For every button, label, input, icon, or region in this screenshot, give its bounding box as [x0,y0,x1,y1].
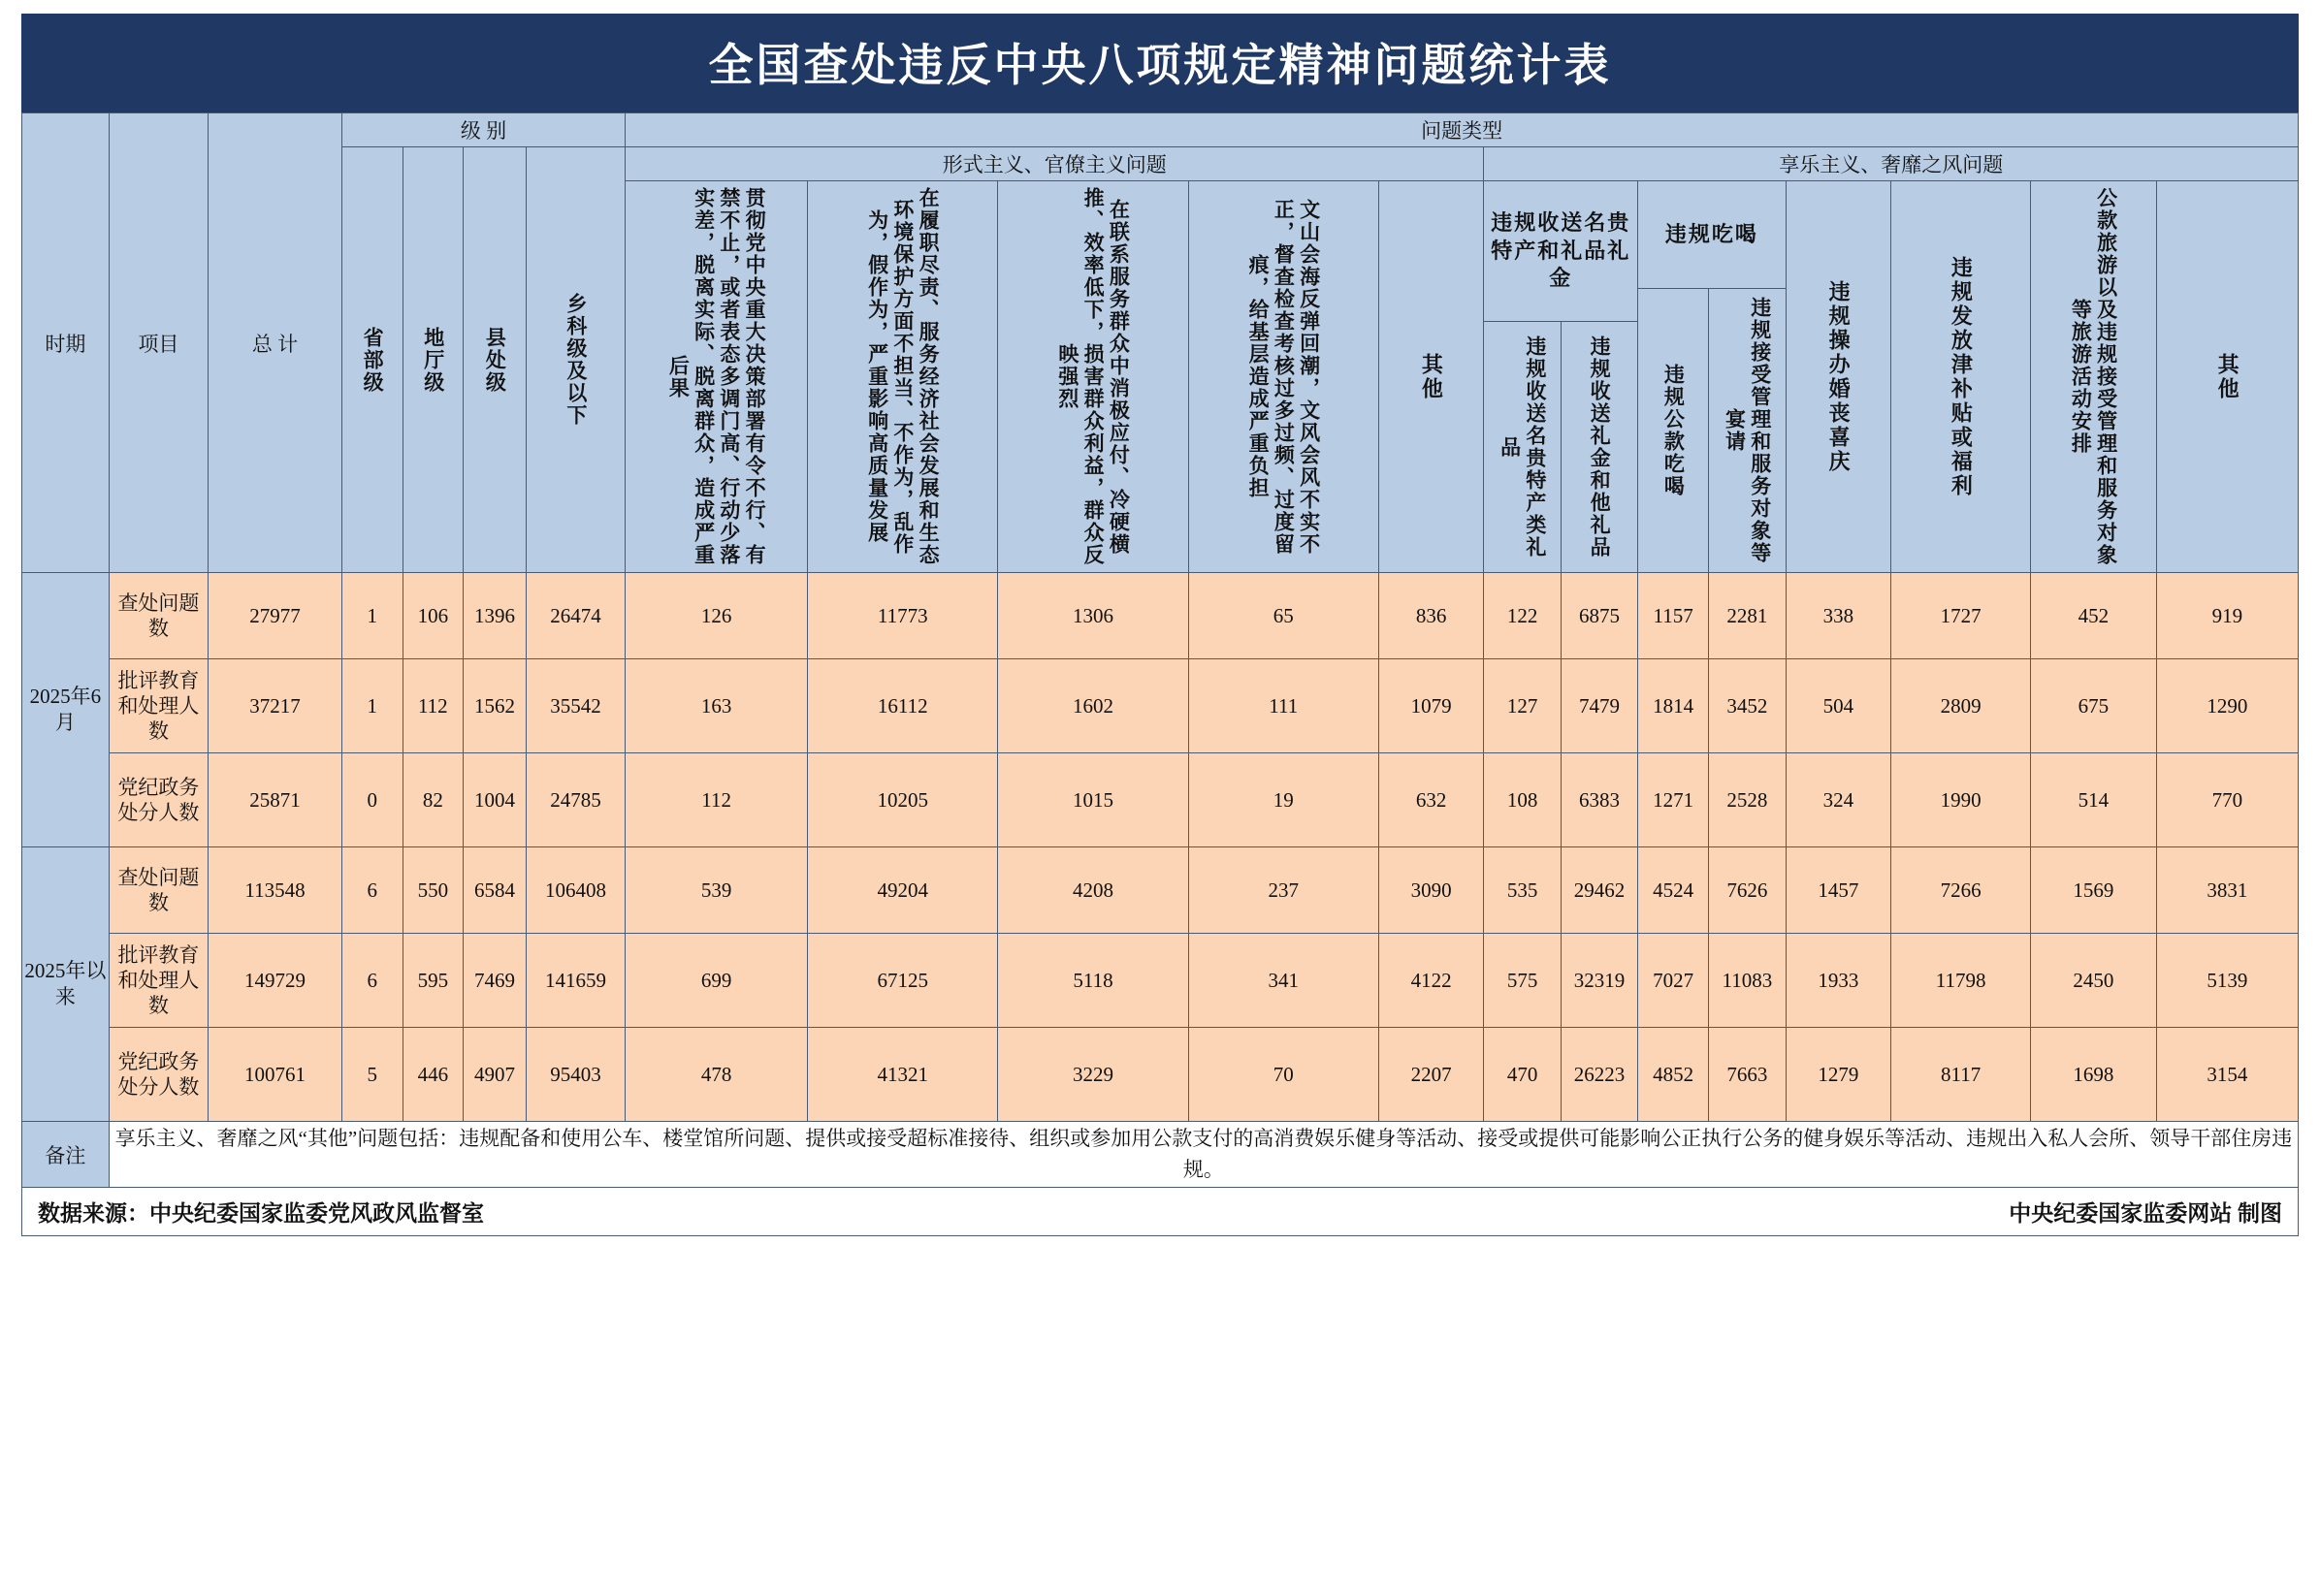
cell-level-1: 0 [341,753,403,847]
cell-hedonism-3: 7027 [1638,934,1709,1028]
cell-formalism-other: 632 [1378,753,1484,847]
header-period: 时期 [22,113,110,573]
cell-formalism-2: 49204 [808,847,998,934]
cell-level-2: 595 [403,934,464,1028]
cell-hedonism-3: 4852 [1638,1028,1709,1122]
cell-hedonism-7: 452 [2031,573,2156,659]
cell-formalism-3: 1602 [998,659,1188,753]
header-level-county: 县处级 [464,147,527,573]
footer-credit: 中央纪委国家监委网站 制图 [2009,1201,2282,1226]
header-hedonism-other: 其他 [2156,181,2298,573]
cell-level-3: 7469 [464,934,527,1028]
cell-formalism-other: 1079 [1378,659,1484,753]
cell-level-3: 6584 [464,847,527,934]
cell-total: 100761 [209,1028,342,1122]
cell-hedonism-5: 1279 [1786,1028,1891,1122]
header-hedonism-gift-money: 违规收送礼金和他礼品 [1561,322,1637,572]
cell-formalism-1: 112 [626,753,808,847]
period-label-2: 2025年以来 [22,847,110,1122]
header-level-provincial: 省部级 [341,147,403,573]
cell-level-3: 1004 [464,753,527,847]
header-item: 项目 [109,113,208,573]
cell-level-3: 1562 [464,659,527,753]
cell-hedonism-other: 1290 [2156,659,2298,753]
header-row-1 [22,113,2299,147]
row-label: 查处问题数 [109,573,208,659]
cell-formalism-4: 237 [1188,847,1378,934]
cell-hedonism-2: 32319 [1561,934,1637,1028]
cell-hedonism-1: 122 [1484,573,1561,659]
cell-hedonism-6: 1727 [1891,573,2031,659]
cell-level-1: 6 [341,934,403,1028]
cell-formalism-1: 163 [626,659,808,753]
cell-formalism-2: 41321 [808,1028,998,1122]
cell-hedonism-5: 338 [1786,573,1891,659]
cell-formalism-other: 4122 [1378,934,1484,1028]
cell-level-1: 6 [341,847,403,934]
cell-level-1: 1 [341,659,403,753]
header-hedonism-gifts-title: 违规收送名贵特产和礼品礼金 [1484,181,1637,322]
cell-hedonism-6: 2809 [1891,659,2031,753]
row-label: 党纪政务处分人数 [109,753,208,847]
cell-hedonism-other: 770 [2156,753,2298,847]
cell-hedonism-6: 1990 [1891,753,2031,847]
cell-formalism-1: 478 [626,1028,808,1122]
cell-level-4: 26474 [526,573,625,659]
table-row [22,659,2299,753]
table-row [22,847,2299,934]
cell-hedonism-4: 2281 [1709,573,1786,659]
cell-level-2: 550 [403,847,464,934]
cell-formalism-1: 699 [626,934,808,1028]
cell-hedonism-2: 6875 [1561,573,1637,659]
cell-formalism-4: 70 [1188,1028,1378,1122]
table-row [22,753,2299,847]
cell-formalism-other: 3090 [1378,847,1484,934]
footer [21,1188,2299,1236]
table-row [22,934,2299,1028]
cell-formalism-1: 539 [626,847,808,934]
cell-level-3: 4907 [464,1028,527,1122]
cell-hedonism-7: 514 [2031,753,2156,847]
cell-hedonism-4: 7663 [1709,1028,1786,1122]
cell-formalism-3: 4208 [998,847,1188,934]
cell-level-1: 1 [341,573,403,659]
header-hedonism-eat-banquet: 违规接受管理和服务对象等宴请 [1709,289,1786,572]
cell-total: 27977 [209,573,342,659]
cell-formalism-4: 341 [1188,934,1378,1028]
cell-level-4: 141659 [526,934,625,1028]
cell-hedonism-1: 127 [1484,659,1561,753]
cell-formalism-other: 2207 [1378,1028,1484,1122]
header-formalism-col-3: 在联系服务群众中消极应付、冷硬横推、效率低下，损害群众利益，群众反映强烈 [998,181,1188,573]
cell-hedonism-4: 2528 [1709,753,1786,847]
cell-hedonism-7: 1569 [2031,847,2156,934]
header-level-group: 级 别 [341,113,625,147]
cell-hedonism-2: 7479 [1561,659,1637,753]
cell-hedonism-3: 1814 [1638,659,1709,753]
cell-level-2: 82 [403,753,464,847]
header-group-formalism: 形式主义、官僚主义问题 [626,147,1484,181]
cell-level-4: 24785 [526,753,625,847]
cell-formalism-2: 16112 [808,659,998,753]
cell-hedonism-2: 6383 [1561,753,1637,847]
header-formalism-col-other: 其他 [1378,181,1484,573]
header-hedonism-eat-public: 违规公款吃喝 [1638,289,1709,572]
cell-hedonism-7: 1698 [2031,1028,2156,1122]
header-problem-type: 问题类型 [626,113,2299,147]
cell-hedonism-other: 919 [2156,573,2298,659]
cell-level-2: 106 [403,573,464,659]
header-hedonism-gifts-group [1484,181,1638,573]
cell-formalism-other: 836 [1378,573,1484,659]
header-hedonism-eat-subrow [1638,289,1785,573]
cell-formalism-2: 11773 [808,573,998,659]
cell-hedonism-2: 26223 [1561,1028,1637,1122]
cell-formalism-4: 111 [1188,659,1378,753]
cell-hedonism-5: 1933 [1786,934,1891,1028]
note-row [22,1122,2299,1188]
row-label: 批评教育和处理人数 [109,934,208,1028]
cell-formalism-3: 3229 [998,1028,1188,1122]
statistics-table [21,112,2299,1188]
cell-hedonism-6: 7266 [1891,847,2031,934]
note-label: 备注 [22,1122,110,1188]
cell-hedonism-7: 675 [2031,659,2156,753]
cell-total: 113548 [209,847,342,934]
cell-formalism-2: 10205 [808,753,998,847]
header-level-bureau: 地厅级 [403,147,464,573]
cell-hedonism-other: 3831 [2156,847,2298,934]
cell-hedonism-7: 2450 [2031,934,2156,1028]
header-hedonism-allowance: 违规发放津补贴或福利 [1891,181,2031,573]
header-hedonism-gifts-subrow [1484,322,1637,573]
cell-total: 149729 [209,934,342,1028]
cell-level-2: 446 [403,1028,464,1122]
footer-source: 数据来源：中央纪委国家监委党风政风监督室 [38,1201,484,1226]
header-total: 总 计 [209,113,342,573]
header-formalism-col-1: 贯彻党中央重大决策部署有令不行、有禁不止，或者表态多调门高、行动少落实差，脱离实际、脱离群众，造成严重后果 [626,181,808,573]
cell-hedonism-4: 11083 [1709,934,1786,1028]
cell-hedonism-other: 3154 [2156,1028,2298,1122]
period-label-1: 2025年6月 [22,573,110,847]
header-formalism-col-4: 文山会海反弹回潮，文风会风不实不正，督查检查考核过多过频、过度留痕，给基层造成严重负担 [1188,181,1378,573]
cell-formalism-4: 65 [1188,573,1378,659]
cell-hedonism-1: 470 [1484,1028,1561,1122]
cell-hedonism-other: 5139 [2156,934,2298,1028]
cell-hedonism-5: 504 [1786,659,1891,753]
table-row [22,1028,2299,1122]
cell-hedonism-6: 11798 [1891,934,2031,1028]
header-formalism-col-2: 在履职尽责、服务经济社会发展和生态环境保护方面不担当、不作为，乱作为，假作为，严重影响高质量发展 [808,181,998,573]
cell-hedonism-3: 4524 [1638,847,1709,934]
cell-hedonism-6: 8117 [1891,1028,2031,1122]
note-text: 享乐主义、奢靡之风“其他”问题包括：违规配备和使用公车、楼堂馆所问题、提供或接受超标准接待、组织或参加用公款支付的高消费娱乐健身等活动、接受或提供可能影响公正执行公务的健身娱乐等活动、违规出入私人会所、领导干部住房违规。 [109,1122,2298,1188]
header-level-township: 乡科级及以下 [526,147,625,573]
cell-total: 25871 [209,753,342,847]
cell-hedonism-3: 1157 [1638,573,1709,659]
cell-hedonism-1: 535 [1484,847,1561,934]
cell-level-1: 5 [341,1028,403,1122]
cell-total: 37217 [209,659,342,753]
header-hedonism-travel: 公款旅游以及违规接受管理和服务对象等旅游活动安排 [2031,181,2156,573]
cell-hedonism-5: 1457 [1786,847,1891,934]
cell-formalism-4: 19 [1188,753,1378,847]
page-title: 全国查处违反中央八项规定精神问题统计表 [21,14,2299,112]
table-row [22,573,2299,659]
cell-hedonism-3: 1271 [1638,753,1709,847]
row-label: 查处问题数 [109,847,208,934]
cell-level-4: 35542 [526,659,625,753]
cell-level-2: 112 [403,659,464,753]
cell-hedonism-1: 108 [1484,753,1561,847]
header-hedonism-eat-title: 违规吃喝 [1638,181,1785,289]
cell-hedonism-2: 29462 [1561,847,1637,934]
cell-hedonism-4: 3452 [1709,659,1786,753]
header-hedonism-eat-group [1638,181,1786,573]
cell-level-3: 1396 [464,573,527,659]
cell-formalism-1: 126 [626,573,808,659]
cell-level-4: 95403 [526,1028,625,1122]
cell-formalism-2: 67125 [808,934,998,1028]
header-hedonism-gift-specialty: 违规收送名贵特产类礼品 [1484,322,1561,572]
header-row-2 [22,147,2299,181]
cell-level-4: 106408 [526,847,625,934]
header-group-hedonism: 享乐主义、奢靡之风问题 [1484,147,2299,181]
cell-formalism-3: 5118 [998,934,1188,1028]
cell-formalism-3: 1306 [998,573,1188,659]
row-label: 党纪政务处分人数 [109,1028,208,1122]
header-hedonism-wedding: 违规操办婚丧喜庆 [1786,181,1891,573]
row-label: 批评教育和处理人数 [109,659,208,753]
cell-hedonism-1: 575 [1484,934,1561,1028]
cell-hedonism-5: 324 [1786,753,1891,847]
cell-hedonism-4: 7626 [1709,847,1786,934]
cell-formalism-3: 1015 [998,753,1188,847]
